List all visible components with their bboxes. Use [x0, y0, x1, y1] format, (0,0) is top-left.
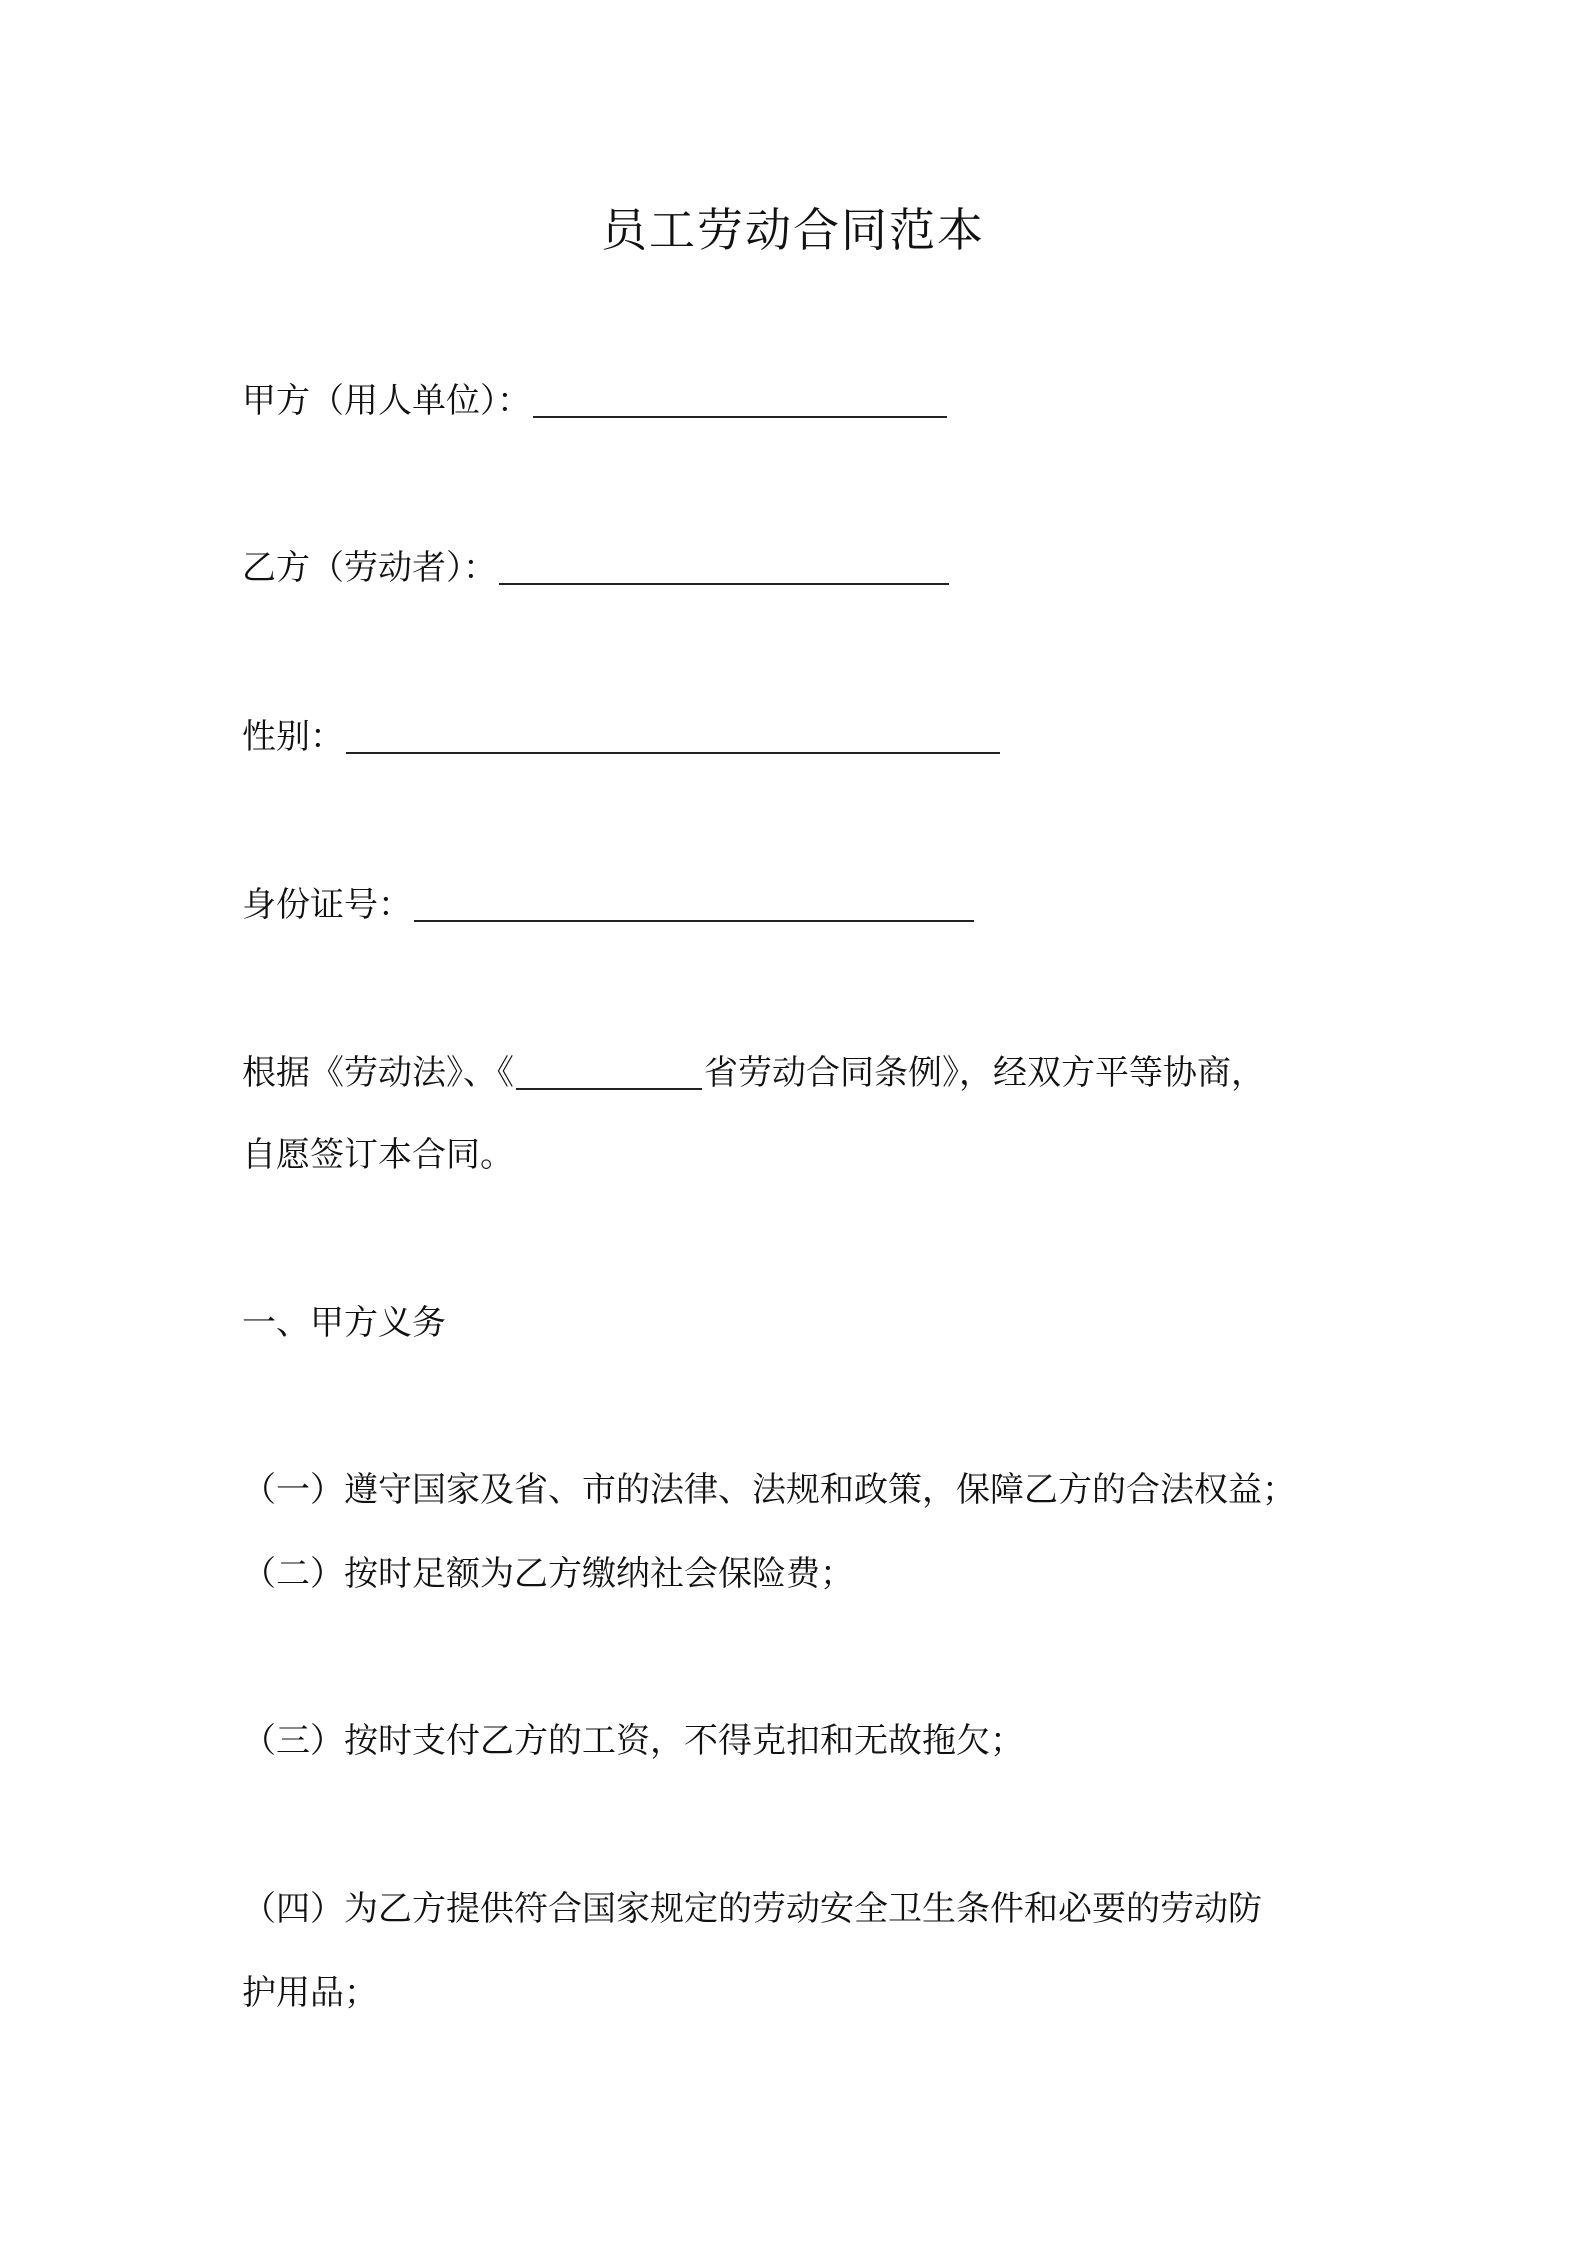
preamble-line-2-text: 自愿签订本合同。 — [242, 1135, 514, 1175]
gender-blank[interactable] — [346, 722, 1000, 754]
clause-1 — [242, 1467, 1296, 1513]
section-heading — [242, 1300, 446, 1346]
gender-label: 性别： — [242, 717, 344, 757]
clause-1-text: （一）遵守国家及省、市的法律、法规和政策，保障乙方的合法权益； — [242, 1470, 1296, 1510]
clause-3 — [242, 1718, 1024, 1764]
clause-4-text-2: 护用品； — [242, 1973, 378, 2013]
province-blank[interactable] — [516, 1058, 702, 1090]
clause-4-line-2 — [242, 1970, 378, 2016]
party-a-label: 甲方（用人单位）： — [242, 381, 531, 421]
clause-4-line-1 — [242, 1886, 1262, 1932]
section-1-heading: 一、甲方义务 — [242, 1303, 446, 1343]
preamble-part-2: 省劳动合同条例》，经双方平等协商， — [704, 1053, 1265, 1093]
clause-2-text: （二）按时足额为乙方缴纳社会保险费； — [242, 1554, 854, 1594]
preamble-line-1 — [242, 1050, 1265, 1096]
party-a-row — [242, 378, 949, 424]
id-row — [242, 882, 976, 928]
party-b-row — [242, 545, 951, 591]
gender-row — [242, 714, 1002, 760]
clause-2 — [242, 1551, 854, 1597]
clause-3-text: （三）按时支付乙方的工资，不得克扣和无故拖欠； — [242, 1721, 1024, 1761]
id-blank[interactable] — [414, 890, 974, 922]
clause-4-text-1: （四）为乙方提供符合国家规定的劳动安全卫生条件和必要的劳动防 — [242, 1889, 1262, 1929]
party-a-blank[interactable] — [533, 386, 947, 418]
preamble-line-2 — [242, 1132, 514, 1178]
party-b-label: 乙方（劳动者）： — [242, 548, 497, 588]
preamble-part-1: 根据《劳动法》、《 — [242, 1053, 514, 1093]
document-title: 员工劳动合同范本 — [601, 203, 985, 257]
id-label: 身份证号： — [242, 885, 412, 925]
party-b-blank[interactable] — [499, 553, 949, 585]
